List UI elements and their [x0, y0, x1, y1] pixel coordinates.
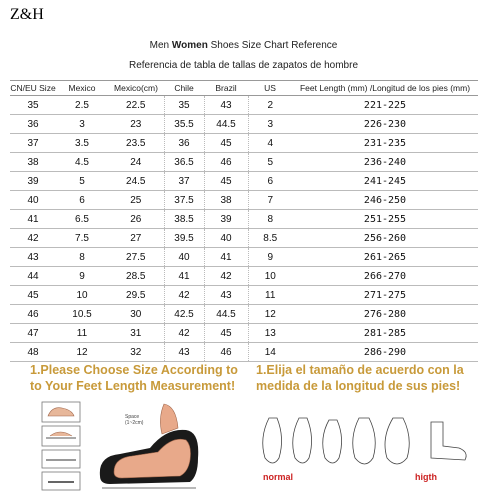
table-cell: 41 [164, 267, 204, 286]
space-label: Space [125, 414, 140, 420]
table-row [10, 210, 478, 229]
table-cell: 37 [164, 172, 204, 191]
table-cell: 3.5 [56, 134, 108, 153]
header-us: US [248, 81, 292, 96]
table-cell: 13 [248, 324, 292, 343]
title-bold: Women [171, 40, 208, 51]
shoe-with-foot-icon [100, 404, 198, 488]
table-cell: 35 [164, 96, 204, 115]
table-header-row [10, 81, 478, 96]
brand-logo: Z&H [10, 6, 44, 23]
table-cell: 44.5 [204, 115, 248, 134]
table-cell: 37.5 [164, 191, 204, 210]
table-cell: 4.5 [56, 153, 108, 172]
title-prefix: Men [149, 40, 172, 51]
table-cell: 23.5 [108, 134, 164, 153]
table-cell: 42 [164, 286, 204, 305]
table-cell: 3 [248, 115, 292, 134]
table-cell: 29.5 [108, 286, 164, 305]
table-row [10, 115, 478, 134]
table-row [10, 172, 478, 191]
table-cell: 43 [10, 248, 56, 267]
table-cell: 266-270 [292, 267, 478, 286]
normal-label: normal [263, 472, 294, 482]
header-chile: Chile [164, 81, 204, 96]
table-cell: 9 [248, 248, 292, 267]
instruction-spanish: 1.Elija el tamaño de acuerdo con la medida de la longitud de sus pies! [256, 363, 464, 393]
table-cell: 286-290 [292, 343, 478, 362]
foot-outline-icons [263, 418, 466, 464]
table-cell: 39 [204, 210, 248, 229]
table-cell: 22.5 [108, 96, 164, 115]
table-cell: 28.5 [108, 267, 164, 286]
table-cell: 30 [108, 305, 164, 324]
table-cell: 3 [56, 115, 108, 134]
table-cell: 27 [108, 229, 164, 248]
table-cell: 42 [164, 324, 204, 343]
table-cell: 32 [108, 343, 164, 362]
table-cell: 43 [204, 286, 248, 305]
table-cell: 45 [204, 172, 248, 191]
table-cell: 5 [56, 172, 108, 191]
table-cell: 231-235 [292, 134, 478, 153]
table-cell: 8 [248, 210, 292, 229]
header-mexico: Mexico [56, 81, 108, 96]
table-cell: 6 [56, 191, 108, 210]
table-cell: 5 [248, 153, 292, 172]
table-cell: 8.5 [248, 229, 292, 248]
table-cell: 10 [56, 286, 108, 305]
table-cell: 47 [10, 324, 56, 343]
table-cell: 24 [108, 153, 164, 172]
table-cell: 36 [10, 115, 56, 134]
table-cell: 261-265 [292, 248, 478, 267]
table-cell: 36.5 [164, 153, 204, 172]
table-cell: 6.5 [56, 210, 108, 229]
table-cell: 46 [10, 305, 56, 324]
foot-types-illustration [255, 408, 485, 493]
table-cell: 40 [164, 248, 204, 267]
table-cell: 24.5 [108, 172, 164, 191]
table-cell: 281-285 [292, 324, 478, 343]
table-cell: 37 [10, 134, 56, 153]
table-cell: 25 [108, 191, 164, 210]
header-brazil: Brazil [204, 81, 248, 96]
header-mexico-cm: Mexico(cm) [108, 81, 164, 96]
instruction-english: 1.Please Choose Size According to to Your Feet Length Measurement! [30, 363, 238, 393]
table-cell: 2 [248, 96, 292, 115]
table-row [10, 324, 478, 343]
table-cell: 46 [204, 153, 248, 172]
table-row [10, 96, 478, 115]
table-cell: 241-245 [292, 172, 478, 191]
table-cell: 12 [248, 305, 292, 324]
table-row [10, 191, 478, 210]
table-cell: 246-250 [292, 191, 478, 210]
table-cell: 38 [10, 153, 56, 172]
table-cell: 35.5 [164, 115, 204, 134]
table-cell: 39 [10, 172, 56, 191]
table-cell: 41 [204, 248, 248, 267]
table-row [10, 267, 478, 286]
table-cell: 7.5 [56, 229, 108, 248]
table-cell: 271-275 [292, 286, 478, 305]
table-cell: 45 [204, 324, 248, 343]
measure-steps-icon [42, 402, 80, 490]
table-cell: 8 [56, 248, 108, 267]
table-cell: 6 [248, 172, 292, 191]
table-cell: 42 [204, 267, 248, 286]
table-row [10, 286, 478, 305]
table-cell: 7 [248, 191, 292, 210]
header-cn-eu: CN/EU Size [10, 81, 56, 96]
table-cell: 46 [204, 343, 248, 362]
table-cell: 40 [204, 229, 248, 248]
space-value: (1~2cm) [125, 420, 144, 426]
table-cell: 26 [108, 210, 164, 229]
table-cell: 2.5 [56, 96, 108, 115]
table-cell: 40 [10, 191, 56, 210]
table-cell: 45 [204, 134, 248, 153]
high-label: higth [415, 472, 437, 482]
chart-title [0, 40, 487, 51]
table-cell: 45 [10, 286, 56, 305]
title-suffix: Shoes Size Chart Reference [207, 40, 338, 51]
table-cell: 44.5 [204, 305, 248, 324]
table-cell: 31 [108, 324, 164, 343]
table-cell: 226-230 [292, 115, 478, 134]
table-cell: 41 [10, 210, 56, 229]
table-row [10, 305, 478, 324]
table-cell: 11 [248, 286, 292, 305]
table-cell: 251-255 [292, 210, 478, 229]
size-chart-table [10, 80, 478, 362]
table-cell: 10 [248, 267, 292, 286]
table-row [10, 343, 478, 362]
table-row [10, 229, 478, 248]
table-cell: 44 [10, 267, 56, 286]
table-row [10, 134, 478, 153]
table-cell: 42.5 [164, 305, 204, 324]
table-cell: 36 [164, 134, 204, 153]
table-cell: 42 [10, 229, 56, 248]
table-cell: 276-280 [292, 305, 478, 324]
table-cell: 14 [248, 343, 292, 362]
table-cell: 9 [56, 267, 108, 286]
table-row [10, 153, 478, 172]
table-cell: 4 [248, 134, 292, 153]
table-cell: 38 [204, 191, 248, 210]
table-cell: 256-260 [292, 229, 478, 248]
table-cell: 38.5 [164, 210, 204, 229]
table-cell: 12 [56, 343, 108, 362]
table-row [10, 248, 478, 267]
table-cell: 39.5 [164, 229, 204, 248]
table-cell: 236-240 [292, 153, 478, 172]
table-cell: 35 [10, 96, 56, 115]
table-cell: 43 [164, 343, 204, 362]
foot-measurement-illustration [40, 398, 240, 493]
table-cell: 48 [10, 343, 56, 362]
table-cell: 43 [204, 96, 248, 115]
table-cell: 23 [108, 115, 164, 134]
table-cell: 221-225 [292, 96, 478, 115]
table-cell: 11 [56, 324, 108, 343]
header-feet-length: Feet Length (mm) /Longitud de los pies (mm) [292, 81, 478, 96]
table-cell: 10.5 [56, 305, 108, 324]
table-cell: 27.5 [108, 248, 164, 267]
chart-subtitle: Referencia de tabla de tallas de zapatos de hombre [128, 60, 359, 71]
